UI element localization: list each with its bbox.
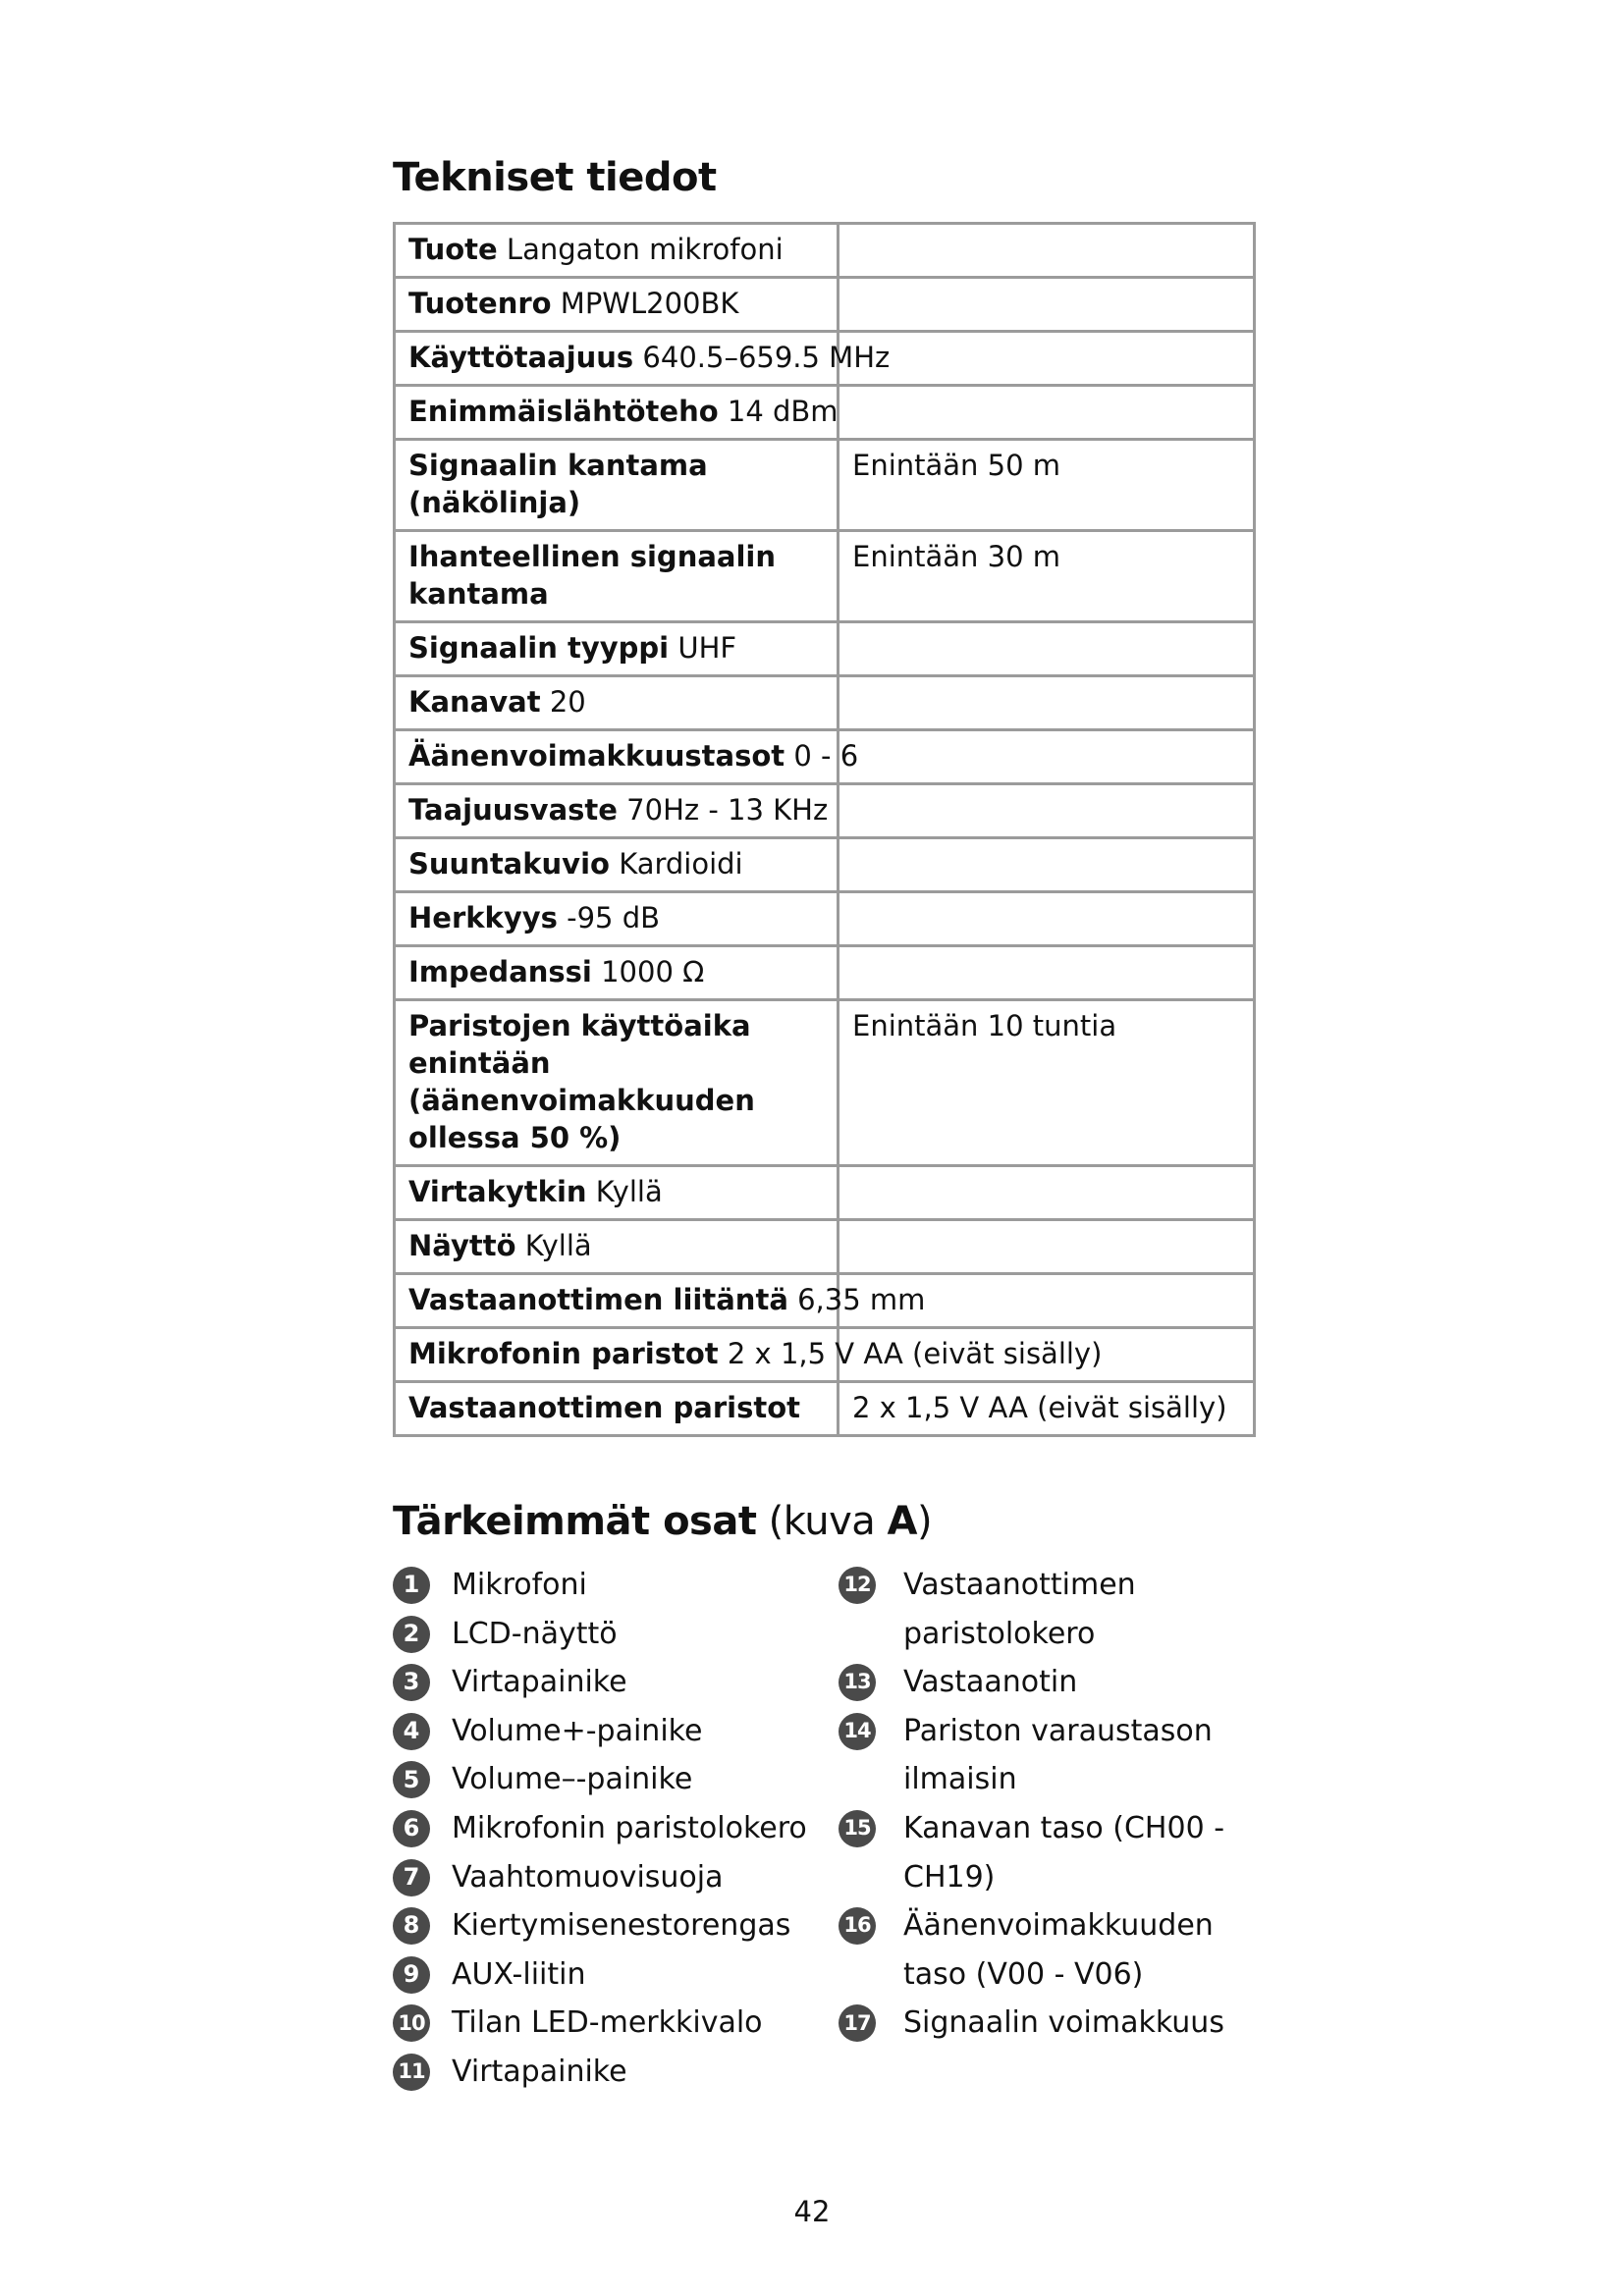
spec-value-cell bbox=[839, 622, 1255, 676]
spec-label: Signaalin kantama (näkölinja) bbox=[408, 449, 708, 519]
list-item bbox=[393, 1561, 825, 1610]
number-badge-icon: 16 bbox=[839, 1907, 876, 1945]
spec-value-cell bbox=[839, 838, 1255, 892]
spec-label: Äänenvoimakkuustasot bbox=[408, 739, 785, 773]
spec-label-cell bbox=[395, 1166, 839, 1220]
spec-label-cell bbox=[395, 838, 839, 892]
spec-value-cell bbox=[839, 386, 1255, 440]
table-row bbox=[395, 1274, 1255, 1328]
spec-label: Enimmäislähtöteho bbox=[408, 395, 719, 428]
list-item bbox=[393, 1658, 825, 1707]
spec-value-cell bbox=[839, 676, 1255, 730]
spec-value-2: Enintään 50 m bbox=[852, 449, 1061, 482]
spec-label-cell bbox=[395, 1328, 1103, 1382]
parts-title-paren-open: (kuva bbox=[756, 1499, 888, 1544]
number-badge-icon: 13 bbox=[839, 1664, 876, 1701]
table-row bbox=[395, 1382, 1255, 1436]
spec-value-cell bbox=[839, 892, 1255, 946]
spec-value: 0 - 6 bbox=[793, 739, 859, 773]
number-badge-icon: 5 bbox=[393, 1761, 430, 1798]
number-badge-icon: 9 bbox=[393, 1956, 430, 1994]
spec-label: Vastaanottimen paristot bbox=[408, 1391, 801, 1424]
number-badge-icon: 8 bbox=[393, 1907, 430, 1945]
spec-label-cell bbox=[395, 440, 839, 531]
table-row bbox=[395, 838, 1255, 892]
number-badge-icon: 14 bbox=[839, 1713, 876, 1750]
spec-label: Taajuusvaste bbox=[408, 793, 618, 827]
spec-value-2: 2 x 1,5 V AA (eivät sisälly) bbox=[852, 1391, 1227, 1424]
spec-value-cell bbox=[839, 1382, 1255, 1436]
spec-label-cell bbox=[395, 1274, 926, 1328]
number-badge-icon: 11 bbox=[393, 2054, 430, 2091]
spec-value-cell bbox=[839, 1166, 1255, 1220]
table-row bbox=[395, 224, 1255, 278]
parts-title bbox=[393, 1499, 932, 1544]
spec-value: 2 x 1,5 V AA (eivät sisälly) bbox=[727, 1337, 1103, 1370]
spec-label-cell bbox=[395, 1000, 839, 1166]
list-item bbox=[839, 1658, 1231, 1707]
part-label: Vaahtomuovisuoja bbox=[452, 1859, 724, 1895]
table-row bbox=[395, 386, 1255, 440]
table-row bbox=[395, 1000, 1255, 1166]
spec-value-cell bbox=[839, 224, 1255, 278]
spec-value: 14 dBm bbox=[727, 395, 839, 428]
spec-value: Kardioidi bbox=[619, 847, 743, 881]
table-row bbox=[395, 730, 1255, 784]
spec-value-cell bbox=[839, 332, 1255, 386]
spec-value: UHF bbox=[677, 631, 737, 665]
spec-value-cell bbox=[839, 278, 1255, 332]
spec-value-cell bbox=[839, 440, 1255, 531]
spec-label-cell bbox=[395, 784, 839, 838]
table-row bbox=[395, 622, 1255, 676]
spec-label-cell bbox=[395, 531, 839, 622]
list-item bbox=[393, 2048, 825, 2097]
list-item bbox=[839, 1707, 1231, 1804]
parts-title-bold: Tärkeimmät osat bbox=[393, 1499, 757, 1544]
number-badge-icon: 10 bbox=[393, 2004, 430, 2042]
table-row bbox=[395, 440, 1255, 531]
parts-list-right bbox=[839, 1561, 1231, 2048]
spec-value: 6,35 mm bbox=[797, 1283, 926, 1316]
spec-label: Herkkyys bbox=[408, 901, 558, 934]
spec-label: Tuotenro bbox=[408, 287, 552, 320]
spec-label: Paristojen käyttöaika enintään (äänenvoimakkuuden ollessa 50 %) bbox=[408, 1009, 755, 1154]
spec-label-cell bbox=[395, 1382, 839, 1436]
spec-value: 1000 Ω bbox=[601, 955, 705, 988]
table-row bbox=[395, 332, 1255, 386]
part-label: Kanavan taso (CH00 - CH19) bbox=[903, 1810, 1225, 1895]
spec-value: 70Hz - 13 KHz bbox=[626, 793, 829, 827]
page-number: 42 bbox=[793, 2195, 831, 2228]
specs-title: Tekniset tiedot bbox=[393, 155, 717, 200]
table-row bbox=[395, 676, 1255, 730]
number-badge-icon: 2 bbox=[393, 1616, 430, 1653]
part-label: Vastaanottimen paristolokero bbox=[903, 1568, 1136, 1651]
spec-label-cell bbox=[395, 892, 839, 946]
spec-value: 20 bbox=[549, 685, 586, 719]
spec-value: Kyllä bbox=[524, 1229, 592, 1262]
spec-label: Virtakytkin bbox=[408, 1175, 587, 1208]
spec-label-cell bbox=[395, 224, 839, 278]
spec-value: -95 dB bbox=[567, 901, 660, 934]
list-item bbox=[839, 1804, 1231, 1901]
list-item bbox=[393, 1804, 825, 1853]
spec-label-cell bbox=[395, 278, 839, 332]
spec-label: Näyttö bbox=[408, 1229, 516, 1262]
spec-label-cell bbox=[395, 622, 839, 676]
list-item bbox=[839, 1901, 1231, 1999]
table-row bbox=[395, 531, 1255, 622]
parts-list-left bbox=[393, 1561, 825, 2097]
list-item bbox=[839, 1999, 1231, 2048]
spec-value-cell bbox=[839, 1000, 1255, 1166]
number-badge-icon: 6 bbox=[393, 1810, 430, 1847]
number-badge-icon: 12 bbox=[839, 1567, 876, 1604]
list-item bbox=[393, 1610, 825, 1659]
list-item bbox=[393, 1853, 825, 1902]
spec-label-cell bbox=[395, 946, 839, 1000]
table-row bbox=[395, 278, 1255, 332]
number-badge-icon: 7 bbox=[393, 1859, 430, 1896]
parts-title-figure: A bbox=[887, 1499, 917, 1544]
part-label: Signaalin voimakkuus bbox=[903, 2005, 1224, 2041]
table-row bbox=[395, 892, 1255, 946]
spec-label-cell bbox=[395, 730, 859, 784]
list-item bbox=[393, 1999, 825, 2048]
spec-label: Tuote bbox=[408, 233, 498, 266]
part-label: Pariston varaustason ilmaisin bbox=[903, 1713, 1213, 1797]
spec-label: Impedanssi bbox=[408, 955, 592, 988]
list-item bbox=[839, 1561, 1231, 1658]
spec-value-2: Enintään 10 tuntia bbox=[852, 1009, 1117, 1042]
spec-value-cell bbox=[839, 1220, 1255, 1274]
table-row bbox=[395, 1166, 1255, 1220]
part-label: Volume+-painike bbox=[452, 1713, 703, 1748]
part-label: Mikrofoni bbox=[452, 1568, 587, 1602]
spec-label-cell bbox=[395, 1220, 839, 1274]
list-item bbox=[393, 1707, 825, 1756]
spec-value: Langaton mikrofoni bbox=[506, 233, 784, 266]
number-badge-icon: 4 bbox=[393, 1713, 430, 1750]
spec-label: Signaalin tyyppi bbox=[408, 631, 670, 665]
specs-table bbox=[393, 222, 1256, 1437]
spec-value: Kyllä bbox=[595, 1175, 663, 1208]
spec-label: Suuntakuvio bbox=[408, 847, 610, 881]
part-label: Virtapainike bbox=[452, 2054, 627, 2089]
part-label: Volume–-painike bbox=[452, 1762, 693, 1797]
spec-label: Käyttötaajuus bbox=[408, 341, 634, 374]
spec-value: 640.5–659.5 MHz bbox=[642, 341, 891, 374]
spec-label-cell bbox=[395, 386, 839, 440]
part-label: LCD-näyttö bbox=[452, 1616, 618, 1651]
spec-value-cell bbox=[839, 784, 1255, 838]
list-item bbox=[393, 1755, 825, 1804]
list-item bbox=[393, 1950, 825, 2000]
spec-value: MPWL200BK bbox=[560, 287, 739, 320]
part-label: Virtapainike bbox=[452, 1665, 627, 1700]
number-badge-icon: 3 bbox=[393, 1664, 430, 1701]
spec-label: Mikrofonin paristot bbox=[408, 1337, 719, 1370]
part-label: Vastaanotin bbox=[903, 1665, 1078, 1700]
table-row bbox=[395, 1220, 1255, 1274]
number-badge-icon: 1 bbox=[393, 1567, 430, 1604]
part-label: AUX-liitin bbox=[452, 1956, 586, 1992]
part-label: Kiertymisenestorengas bbox=[452, 1908, 791, 1944]
number-badge-icon: 15 bbox=[839, 1810, 876, 1847]
spec-value-cell bbox=[839, 946, 1255, 1000]
spec-value-2: Enintään 30 m bbox=[852, 540, 1061, 573]
table-row bbox=[395, 784, 1255, 838]
parts-title-paren-close: ) bbox=[916, 1499, 933, 1544]
part-label: Mikrofonin paristolokero bbox=[452, 1810, 807, 1845]
spec-label-cell bbox=[395, 676, 839, 730]
spec-label-cell bbox=[395, 332, 891, 386]
spec-value-cell bbox=[839, 531, 1255, 622]
spec-label: Vastaanottimen liitäntä bbox=[408, 1283, 788, 1316]
part-label: Tilan LED-merkkivalo bbox=[452, 2005, 763, 2041]
list-item bbox=[393, 1901, 825, 1950]
spec-label: Ihanteellinen signaalin kantama bbox=[408, 540, 776, 611]
table-row bbox=[395, 946, 1255, 1000]
number-badge-icon: 17 bbox=[839, 2004, 876, 2042]
spec-value-cell bbox=[839, 730, 1255, 784]
table-row bbox=[395, 1328, 1255, 1382]
spec-label: Kanavat bbox=[408, 685, 541, 719]
part-label: Äänenvoimakkuuden taso (V00 - V06) bbox=[903, 1908, 1214, 1992]
